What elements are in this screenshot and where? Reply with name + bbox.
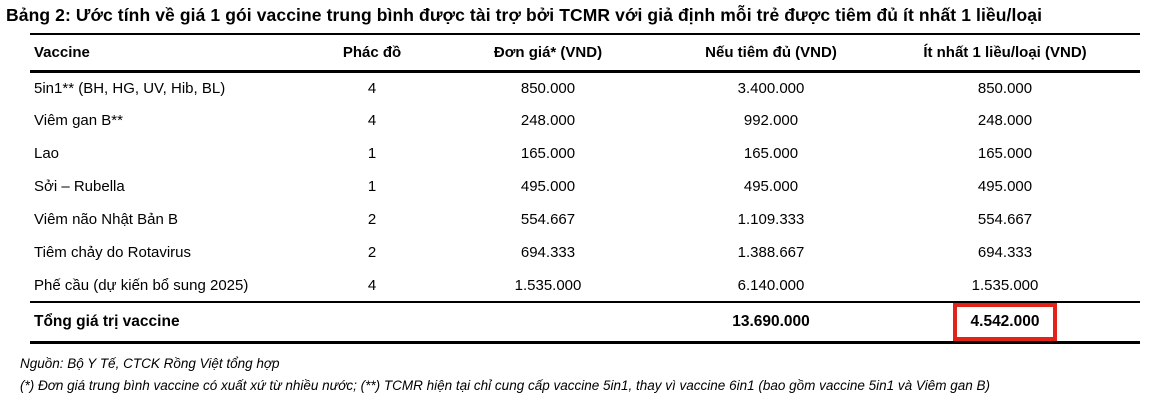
cell-it-nhat: 850.000 bbox=[977, 79, 1033, 97]
cell-vaccine: Phế cầu (dự kiến bổ sung 2025) bbox=[34, 276, 249, 294]
cell-neu-tiem-du: 1.388.667 bbox=[737, 244, 805, 261]
cell-phac-do: 1 bbox=[367, 178, 377, 195]
cell-neu-tiem-du: 3.400.000 bbox=[737, 79, 805, 97]
cell-it-nhat: 1.535.000 bbox=[971, 276, 1039, 294]
footnote: (*) Đơn giá trung bình vaccine có xuất xứ từ nhiều nước; (**) TCMR hiện tại chỉ cung cấp vaccine 5in1, thay vì vaccine 6in1 (bao gồm vaccine 5in1 và Viêm gan B) bbox=[20, 378, 990, 394]
cell-don-gia: 1.535.000 bbox=[514, 276, 582, 294]
cell-neu-tiem-du: 495.000 bbox=[743, 178, 799, 195]
cell-vaccine: Viêm não Nhật Bản B bbox=[34, 211, 178, 228]
cell-vaccine: Viêm gan B** bbox=[34, 112, 123, 129]
cell-don-gia: 495.000 bbox=[520, 178, 576, 195]
cell-it-nhat: 554.667 bbox=[977, 211, 1033, 228]
total-it-nhat-value: 4.542.000 bbox=[970, 312, 1040, 330]
cell-phac-do: 2 bbox=[367, 211, 377, 228]
table-row bbox=[30, 170, 1140, 203]
table-row bbox=[30, 269, 1140, 302]
cell-phac-do: 1 bbox=[367, 145, 377, 162]
column-header-phac-do: Phác đồ bbox=[342, 43, 402, 61]
total-label: Tổng giá trị vaccine bbox=[34, 312, 180, 330]
source-note: Nguồn: Bộ Y Tế, CTCK Rồng Việt tổng hợp bbox=[20, 355, 280, 371]
cell-neu-tiem-du: 165.000 bbox=[743, 145, 799, 162]
total-neu-tiem-du: 13.690.000 bbox=[732, 312, 810, 330]
total-empty-cell bbox=[424, 302, 672, 342]
table-row bbox=[30, 236, 1140, 269]
cell-phac-do: 2 bbox=[367, 244, 377, 261]
cell-phac-do: 4 bbox=[367, 276, 377, 294]
vaccine-price-table bbox=[30, 33, 1140, 344]
column-header-don-gia: Đơn giá* (VND) bbox=[493, 43, 603, 61]
cell-neu-tiem-du: 6.140.000 bbox=[737, 276, 805, 294]
cell-it-nhat: 165.000 bbox=[977, 145, 1033, 162]
cell-neu-tiem-du: 1.109.333 bbox=[737, 211, 805, 228]
cell-vaccine: 5in1** (BH, HG, UV, Hib, BL) bbox=[34, 79, 226, 97]
cell-it-nhat: 495.000 bbox=[977, 178, 1033, 195]
cell-phac-do: 4 bbox=[367, 79, 377, 97]
table-row bbox=[30, 104, 1140, 137]
table-row bbox=[30, 203, 1140, 236]
cell-don-gia: 554.667 bbox=[520, 211, 576, 228]
total-it-nhat-cell bbox=[870, 302, 1140, 342]
total-empty-cell bbox=[320, 302, 424, 342]
cell-it-nhat: 694.333 bbox=[977, 244, 1033, 261]
column-header-neu-tiem-du: Nếu tiêm đủ (VND) bbox=[705, 43, 837, 61]
cell-vaccine: Sởi – Rubella bbox=[34, 178, 125, 195]
cell-vaccine: Lao bbox=[34, 145, 60, 162]
table-header-row bbox=[30, 34, 1140, 71]
cell-it-nhat: 248.000 bbox=[977, 112, 1033, 129]
page-title: Bảng 2: Ước tính về giá 1 gói vaccine trung bình được tài trợ bởi TCMR với giả định mỗi trẻ được tiêm đủ ít nhất 1 liều/loại bbox=[6, 5, 1043, 25]
column-header-vaccine: Vaccine bbox=[34, 43, 90, 61]
cell-don-gia: 165.000 bbox=[520, 145, 576, 162]
highlight-box bbox=[953, 303, 1058, 341]
table-footnotes bbox=[20, 353, 1167, 399]
total-row bbox=[30, 302, 1140, 342]
cell-don-gia: 694.333 bbox=[520, 244, 576, 261]
table-row bbox=[30, 71, 1140, 104]
cell-don-gia: 248.000 bbox=[520, 112, 576, 129]
cell-phac-do: 4 bbox=[367, 112, 377, 129]
cell-neu-tiem-du: 992.000 bbox=[743, 112, 799, 129]
cell-vaccine: Tiêm chảy do Rotavirus bbox=[34, 244, 192, 261]
table-row bbox=[30, 137, 1140, 170]
column-header-it-nhat: Ít nhất 1 liều/loại (VND) bbox=[923, 43, 1087, 61]
cell-don-gia: 850.000 bbox=[520, 79, 576, 97]
